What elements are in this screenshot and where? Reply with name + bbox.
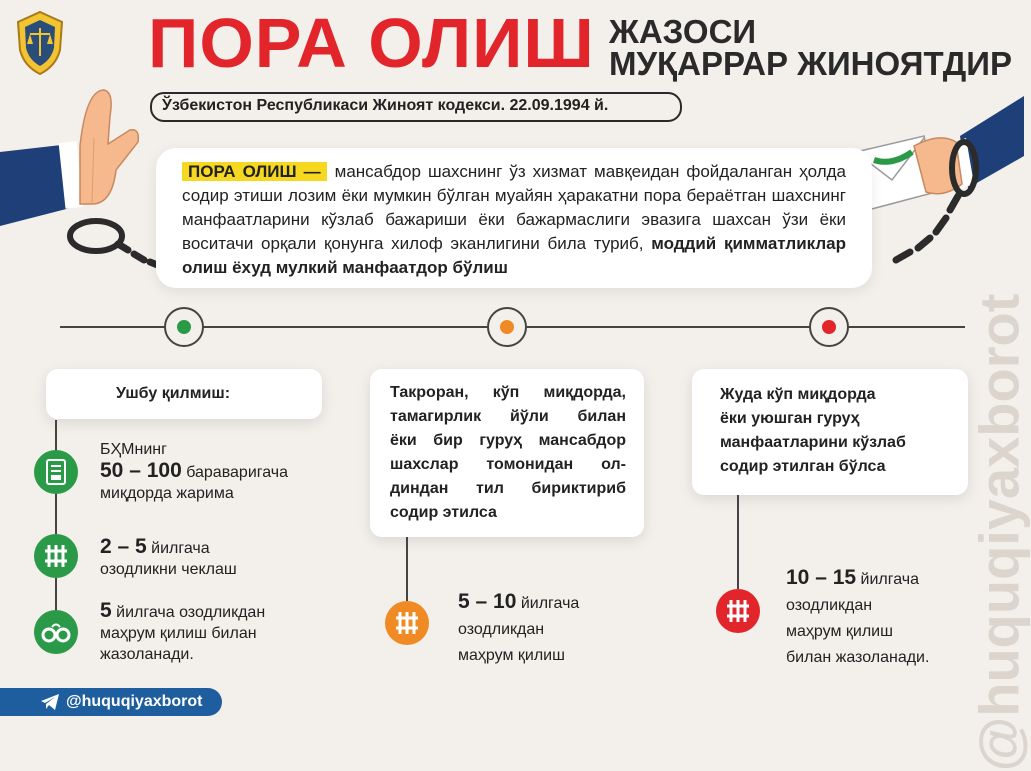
timeline-dot-orange bbox=[487, 307, 527, 347]
title-line-1: ЖАЗОСИ bbox=[609, 13, 757, 50]
column-2-line bbox=[406, 537, 408, 601]
condition-card-3-line-2: ёки уюшган гуруҳ bbox=[720, 410, 860, 427]
penalty-3-line3: маҳрум қилиш bbox=[786, 623, 893, 640]
condition-card-2-text bbox=[390, 381, 626, 525]
watermark-text: @huquqiyaxborot bbox=[967, 293, 1031, 771]
penalty-1-1-rest: бараваригача bbox=[186, 464, 289, 481]
title-line-2: МУҚАРРАР ЖИНОЯТДИР bbox=[609, 45, 1013, 82]
condition-card-3-line-4: содир этилган бўлса bbox=[720, 458, 886, 475]
condition-card-2-line-4: шахслар томонидан ол- bbox=[390, 456, 626, 473]
penalty-3-line4: билан жазоланади. bbox=[786, 649, 930, 666]
penalty-1-3-line2: маҳрум қилиш билан bbox=[100, 625, 257, 642]
condition-card-3-line-3: манфаатларини кўзлаб bbox=[720, 434, 906, 451]
bribe-envelope-hand-illustration bbox=[852, 96, 1024, 276]
justice-emblem-icon bbox=[14, 10, 66, 76]
penalty-1-2-rest: йилгача bbox=[151, 540, 210, 557]
condition-card-1-text: Ушбу қилмиш: bbox=[116, 385, 231, 402]
document-money-icon bbox=[34, 450, 78, 494]
penalty-3-line2: озодликдан bbox=[786, 597, 873, 614]
penalty-3-rest: йилгача bbox=[860, 571, 920, 588]
handcuffs-icon bbox=[34, 610, 78, 654]
penalty-1-2-line2: озодликни чеклаш bbox=[100, 561, 237, 578]
condition-card-2-line-3: ёки бир гуруҳ мансабдор bbox=[390, 432, 626, 449]
penalty-1-2 bbox=[100, 536, 237, 580]
penalty-2-rest: йилгача bbox=[520, 595, 580, 612]
penalty-1-1-pre: БҲМнинг bbox=[100, 441, 167, 458]
definition-body: мансабдор шахснинг ўз хизмат мавқеидан фойдаланган ҳолда содир этиши лозим ёки мумкин бўлган муайян ҳаракатни пора бераётган шахснинг манфаатларини кўзлаб бажариши ёки бажармаслиги эвазига шахсан ўзи ёки воситачи орқали қонунга хилоф эканлигини била туриб, bbox=[182, 162, 846, 253]
condition-card-2-line-2: тамагирлик йўли билан bbox=[390, 408, 626, 425]
prison-bars-icon bbox=[34, 534, 78, 578]
subtitle: Ўзбекистон Республикаси Жиноят кодекси. 22.09.1994 й. bbox=[162, 97, 609, 114]
penalty-2-line2: озодликдан bbox=[458, 621, 545, 638]
condition-card-2-line-1: Такроран, кўп миқдорда, bbox=[390, 384, 626, 401]
definition-term: ПОРА ОЛИШ — bbox=[182, 162, 327, 181]
condition-card-2-line-6: содир этилса bbox=[390, 504, 497, 521]
penalty-1-3-line3: жазоланади. bbox=[100, 646, 194, 663]
penalty-2-line3: маҳрум қилиш bbox=[458, 647, 565, 664]
refusing-hand-illustration bbox=[0, 86, 170, 286]
penalty-2-num: 5 – 10 bbox=[458, 590, 517, 613]
penalty-2 bbox=[458, 589, 579, 669]
penalty-3 bbox=[786, 565, 929, 671]
definition-text bbox=[182, 160, 846, 280]
penalty-1-3 bbox=[100, 600, 265, 665]
penalty-1-3-num: 5 bbox=[100, 599, 112, 622]
penalty-3-num: 10 – 15 bbox=[786, 566, 857, 589]
penalty-1-2-num: 2 – 5 bbox=[100, 535, 147, 558]
social-handle-link[interactable]: @huquqiyaxborot bbox=[66, 693, 203, 710]
page-title: ПОРА ОЛИШ bbox=[148, 4, 595, 82]
condition-card-3-line-1: Жуда кўп миқдорда bbox=[720, 386, 876, 403]
definition-body-bold: моддий қимматликлар олиш ёхуд мулкий манфаатдор бўлиш bbox=[182, 234, 846, 277]
penalty-1-1-line2: миқдорда жарима bbox=[100, 485, 234, 502]
condition-card-3-text bbox=[720, 383, 906, 479]
penalty-1-3-rest: йилгача озодликдан bbox=[116, 604, 266, 621]
timeline-dot-green bbox=[164, 307, 204, 347]
condition-card-2-line-5: диндан тил бириктириб bbox=[390, 480, 626, 497]
timeline-dot-red bbox=[809, 307, 849, 347]
penalty-1-1 bbox=[100, 439, 288, 504]
column-3-line bbox=[737, 495, 739, 589]
telegram-icon[interactable] bbox=[40, 693, 60, 711]
prison-bars-icon bbox=[716, 589, 760, 633]
penalty-1-1-num: 50 – 100 bbox=[100, 459, 182, 482]
prison-bars-icon bbox=[385, 601, 429, 645]
